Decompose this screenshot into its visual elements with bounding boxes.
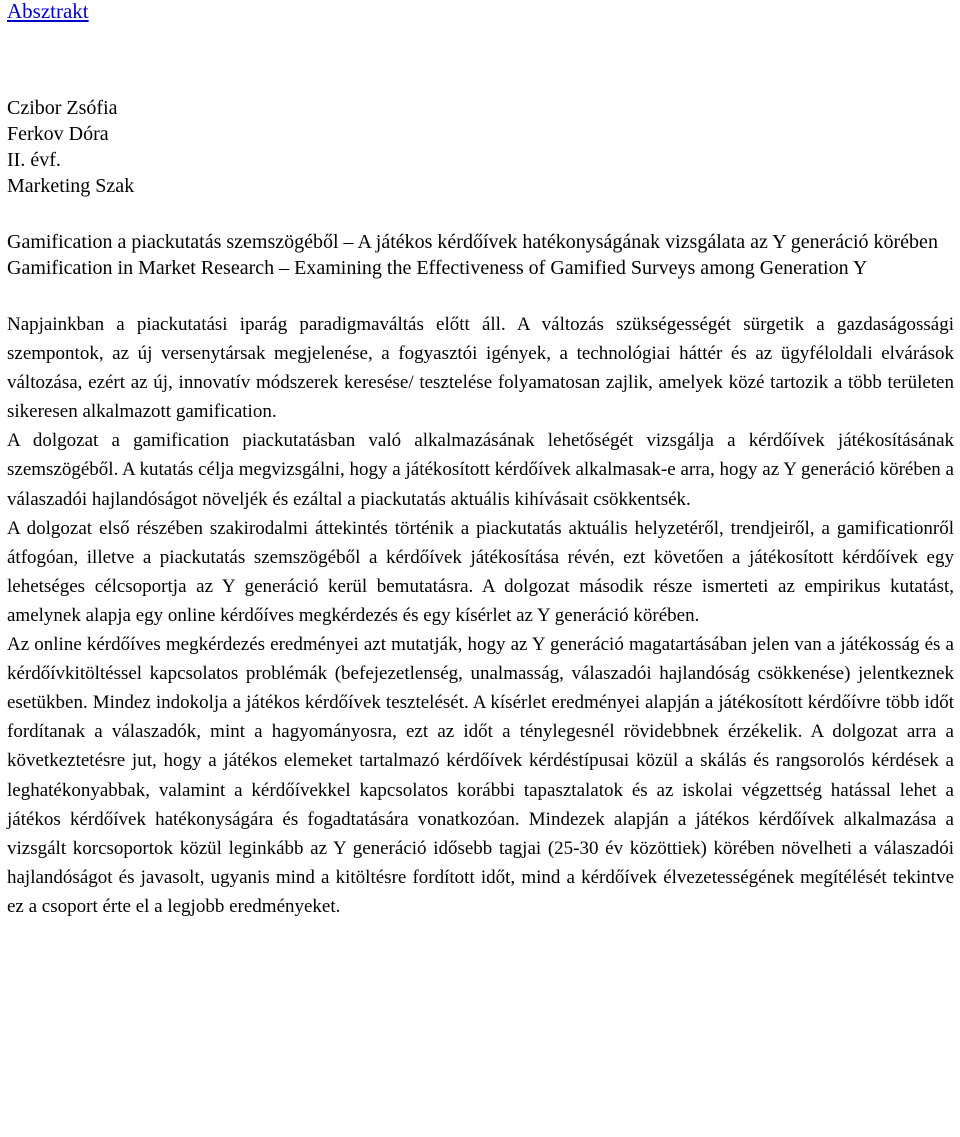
abstract-paragraph-4: Az online kérdőíves megkérdezés eredményei azt mutatják, hogy az Y generáció magatartásában jelen van a játékosság és a kérdőívkitöltéssel kapcsolatos problémák (befejezetlenség, unalmasság, válaszadói hajlandóság csökkenése) jelentkeznek esetükben. Mindez indokolja a játékos kérdőívek tesztelését. A kísérlet eredményei alapján a játékosított kérdőívre több időt fordítanak a válaszadók, mint a hagyományosra, ezt az időt a ténylegesnél rövidebbnek érzékelik. A dolgozat arra a következtetésre jut, hogy a játékos elemeket tartalmazó kérdőívek kérdéstípusai közül a skálás és rangsorolós kérdések a leghatékonyabbak, valamint a kérdőívekkel kapcsolatos korábbi tapasztalatok és az iskolai végzettség hatással lehet a játékos kérdőívek hatékonyságára és fogadtatására vonatkozóan. Mindezek alapján a játékos kérdőívek alkalmazása a vizsgált korcsoportok közül leginkább az Y generáció idősebb tagjai (25-30 év közöttiek) körében növelheti a válaszadói hajlandóságot és javasolt, ugyanis mind a kitöltésre fordított időt, mind a kérdőívek élvezetességének megítélését tekintve ez a csoport érte el a legjobb eredményeket.	[7, 634, 954, 917]
title-english: Gamification in Market Research – Examining the Effectiveness of Gamified Surveys among Generation Y	[7, 257, 868, 279]
title-hungarian: Gamification a piackutatás szemszögéből – A játékos kérdőívek hatékonyságának vizsgálata az Y generáció körében	[7, 231, 938, 253]
abstract-paragraph-1: Napjainkban a piackutatási iparág paradigmaváltás előtt áll. A változás szükségességét sürgetik a gazdaságossági szempontok, az új versenytársak megjelenése, a fogyasztói igények, a technológiai háttér és az ügyféloldali elvárások változása, ezért az új, innovatív módszerek keresése/ tesztelése folyamatosan zajlik, amelyek közé tartozik a több területen sikeresen alkalmazott gamification.	[7, 314, 954, 423]
abstract-paragraph-3: A dolgozat első részében szakirodalmi áttekintés történik a piackutatás aktuális helyzetéről, trendjeiről, a gamificationről átfogóan, illetve a piackutatás szemszögéből a kérdőívek játékosítása révén, ezt követően a játékosított kérdőívek egy lehetséges célcsoportja az Y generáció kerül bemutatásra. A dolgozat második része ismerteti az empirikus kutatást, amelynek alapja egy online kérdőíves megkérdezés és egy kísérlet az Y generáció körében.	[7, 517, 954, 626]
abstract-body	[7, 310, 954, 921]
study-program: Marketing Szak	[7, 175, 135, 197]
study-year: II. évf.	[7, 149, 61, 171]
author-name-1: Czibor Zsófia	[7, 97, 118, 119]
abstract-heading-link[interactable]: Absztrakt	[7, 0, 89, 23]
author-name-2: Ferkov Dóra	[7, 123, 109, 145]
author-block	[7, 95, 954, 199]
title-block	[7, 229, 954, 281]
abstract-paragraph-2: A dolgozat a gamification piackutatásban való alkalmazásának lehetőségét vizsgálja a kérdőívek játékosításának szemszögéből. A kutatás célja megvizsgálni, hogy a játékosított kérdőívek alkalmasak-e arra, hogy az Y generáció körében a válaszadói hajlandóságot növeljék és ezáltal a piackutatás aktuális kihívásait csökkentsék.	[7, 430, 954, 510]
